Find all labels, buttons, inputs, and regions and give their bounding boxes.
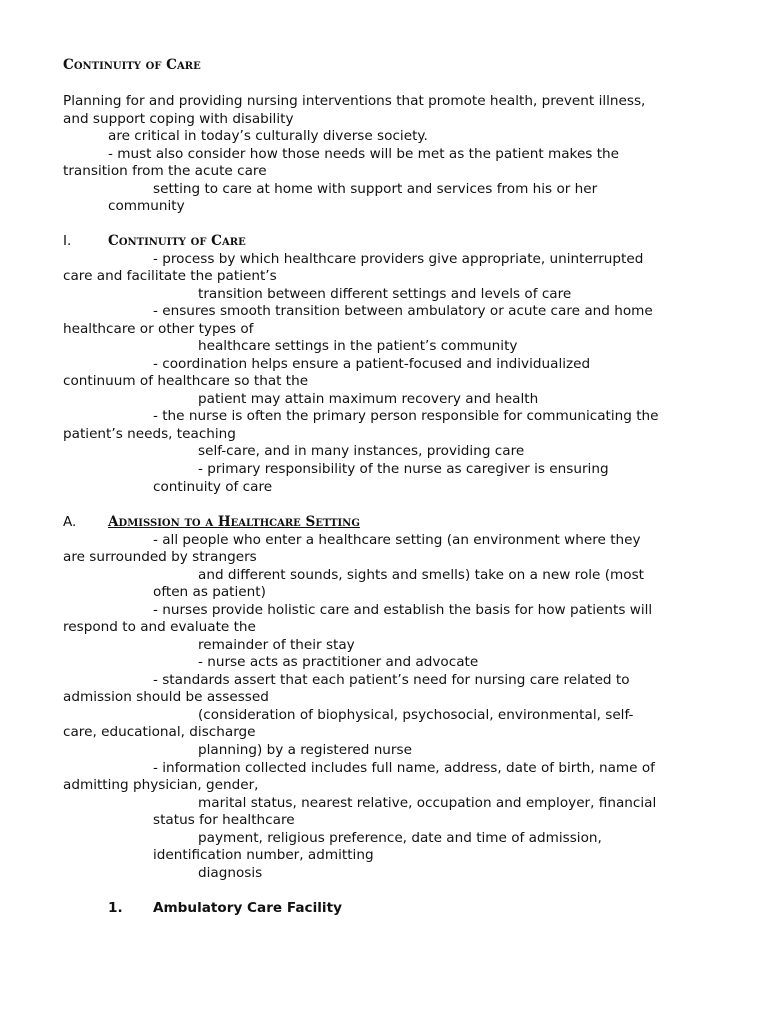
intro-line: are critical in today’s culturally diverse society. <box>108 128 428 144</box>
body-line: care, educational, discharge <box>63 724 256 740</box>
body-line: healthcare or other types of <box>63 321 254 337</box>
body-line: - primary responsibility of the nurse as caregiver is ensuring <box>198 461 609 477</box>
body-line: are surrounded by strangers <box>63 549 257 565</box>
body-line: remainder of their stay <box>198 637 355 653</box>
body-line: payment, religious preference, date and time of admission, <box>198 830 602 846</box>
body-line: patient may attain maximum recovery and health <box>198 391 539 407</box>
body-line: - process by which healthcare providers give appropriate, uninterrupted <box>153 251 644 267</box>
body-line: admission should be assessed <box>63 689 269 705</box>
body-line: marital status, nearest relative, occupation and employer, financial <box>198 795 657 811</box>
body-line: continuum of healthcare so that the <box>63 373 309 389</box>
body-line: - the nurse is often the primary person responsible for communicating the <box>153 408 659 424</box>
body-line: self-care, and in many instances, providing care <box>198 443 525 459</box>
body-line: identification number, admitting <box>153 847 374 863</box>
body-line: and different sounds, sights and smells) take on a new role (most <box>198 567 645 583</box>
intro-line: Planning for and providing nursing interventions that promote health, prevent illness, <box>63 93 646 109</box>
subsection-number: 1. <box>108 900 123 916</box>
body-line: planning) by a registered nurse <box>198 742 412 758</box>
body-line: admitting physician, gender, <box>63 777 259 793</box>
body-line: (consideration of biophysical, psychosocial, environmental, self- <box>198 707 634 723</box>
body-line: - information collected includes full name, address, date of birth, name of <box>153 760 655 776</box>
body-line: healthcare settings in the patient’s community <box>198 338 518 354</box>
body-line: - ensures smooth transition between ambulatory or acute care and home <box>153 303 653 319</box>
body-line: transition between different settings and levels of care <box>198 286 572 302</box>
body-line: continuity of care <box>153 479 273 495</box>
body-line: - standards assert that each patient’s need for nursing care related to <box>153 672 630 688</box>
body-line: status for healthcare <box>153 812 295 828</box>
body-line: patient’s needs, teaching <box>63 426 236 442</box>
intro-line: - must also consider how those needs will be met as the patient makes the <box>108 146 620 162</box>
body-line: care and facilitate the patient’s <box>63 268 277 284</box>
body-line: often as patient) <box>153 584 266 600</box>
body-line: diagnosis <box>198 865 263 881</box>
intro-line: setting to care at home with support and services from his or her <box>153 181 598 197</box>
body-line: - nurses provide holistic care and establish the basis for how patients will <box>153 602 653 618</box>
section-heading: Continuity of Care <box>108 233 246 249</box>
body-line: - nurse acts as practitioner and advocate <box>198 654 479 670</box>
intro-line: and support coping with disability <box>63 111 294 127</box>
body-line: - all people who enter a healthcare setting (an environment where they <box>153 532 641 548</box>
body-line: respond to and evaluate the <box>63 619 256 635</box>
section-heading: Admission to a Healthcare Setting <box>108 514 360 530</box>
section-number: A. <box>63 514 77 530</box>
body-line: - coordination helps ensure a patient-focused and individualized <box>153 356 591 372</box>
subsection-heading: Ambulatory Care Facility <box>153 900 342 916</box>
intro-line: transition from the acute care <box>63 163 267 179</box>
section-number: I. <box>63 233 72 249</box>
intro-line: community <box>108 198 185 214</box>
document-title: Continuity of Care <box>63 57 201 73</box>
